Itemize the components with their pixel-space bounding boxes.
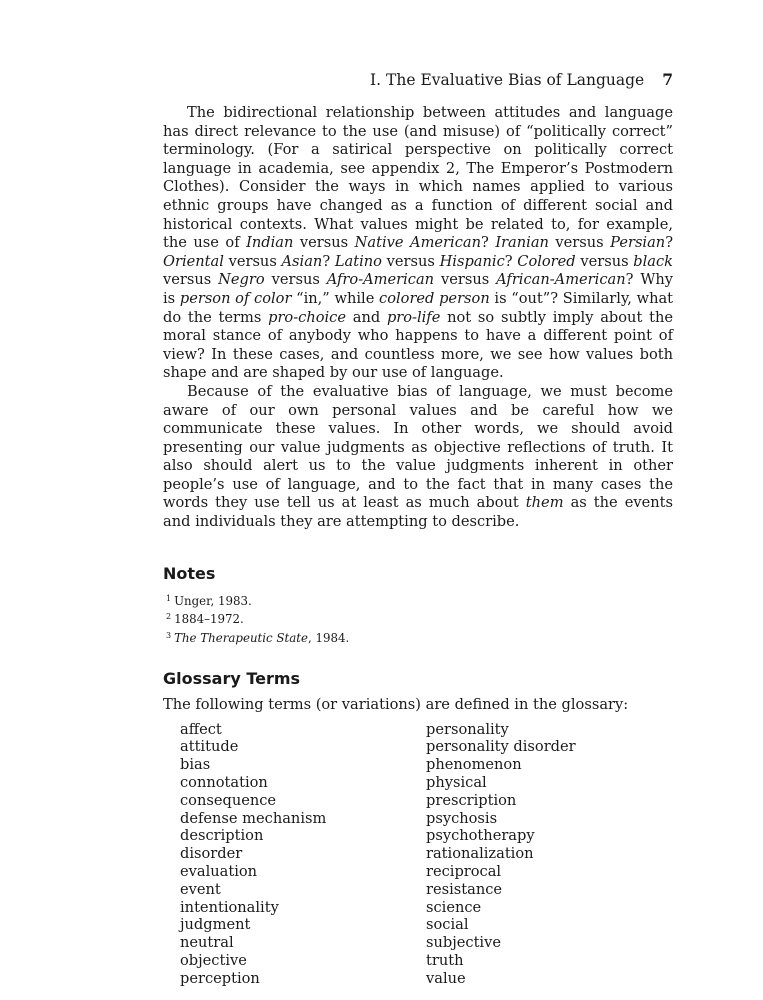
glossary-term: objective	[180, 952, 247, 969]
italic-text: Oriental	[163, 252, 224, 270]
glossary-term: personality disorder	[426, 738, 576, 756]
text-run: , 1984.	[308, 631, 350, 646]
italic-text: pro-life	[386, 308, 441, 326]
text-run: and	[345, 308, 387, 326]
glossary-term: value	[426, 969, 466, 987]
italic-text: The Therapeutic State	[174, 631, 308, 646]
note-item	[166, 609, 673, 628]
running-head-title: I. The Evaluative Bias of Language	[370, 71, 645, 89]
text-run: as the events and individuals they are attempting to describe.	[163, 494, 673, 531]
italic-text: Hispanic	[439, 252, 505, 270]
glossary-term: subjective	[426, 934, 501, 952]
note-number: 1	[166, 593, 172, 603]
glossary-term: resistance	[426, 880, 503, 898]
glossary-term: truth	[426, 952, 464, 969]
italic-text: black	[633, 252, 674, 270]
italic-text: Indian	[246, 234, 294, 252]
italic-text: Negro	[218, 271, 265, 289]
note-item	[166, 591, 673, 610]
note-number: 2	[166, 612, 172, 622]
glossary-term: event	[180, 880, 221, 898]
glossary-term: defense mechanism	[180, 809, 327, 827]
text-run: versus	[381, 252, 440, 270]
text-run: versus	[223, 252, 282, 270]
glossary-intro: The following terms (or variations) are defined in the glossary:	[163, 696, 629, 714]
glossary-term: social	[426, 916, 469, 934]
glossary-term: science	[426, 898, 482, 916]
glossary-term: consequence	[180, 791, 277, 809]
italic-text: Native American	[354, 234, 481, 252]
italic-text: Afro-American	[326, 271, 435, 289]
glossary-term: phenomenon	[426, 756, 522, 774]
text-run: ?	[504, 252, 518, 270]
page-number: 7	[662, 70, 673, 89]
glossary-term: personality	[426, 720, 509, 738]
italic-text: African-American	[496, 271, 626, 289]
text-run: versus	[163, 271, 219, 289]
glossary-term: psychotherapy	[426, 827, 535, 845]
glossary-term: attitude	[180, 738, 239, 756]
italic-text: person of color	[179, 289, 292, 307]
glossary-term: psychosis	[426, 809, 498, 827]
text-run: The bidirectional relationship between attitudes and language has direct relevance to the use (and misuse) of “politically correct” terminology. (For a satirical perspective on politically correct language in academia, see appendix 2, The Emperor’s Postmodern Clothes). Consider the ways in which names applied to various ethnic groups have changed as a function of different social and historical contexts. What values might be related to, for example, the use of	[163, 104, 673, 252]
body-text	[163, 104, 673, 532]
glossary-term: physical	[426, 774, 487, 792]
glossary-term: intentionality	[180, 898, 279, 916]
text-run: versus	[575, 252, 634, 270]
text-run: “in,” while	[291, 289, 380, 307]
text-run: Because of the evaluative bias of language, we must become aware of our own personal values and be careful how we communicate these values. In other words, we should avoid presenting our value judgments as objective reflections of truth. It also should alert us to the value judgments inherent in other people’s use of language, and to the fact that in many cases the words they use tell us at least as much about	[163, 382, 673, 512]
italic-text: Iranian	[495, 234, 549, 252]
text-run: ?	[322, 252, 335, 270]
notes-list	[163, 591, 673, 647]
glossary-term: reciprocal	[426, 863, 502, 881]
note-item	[166, 628, 673, 647]
text-run: versus	[264, 271, 327, 289]
glossary-heading: Glossary Terms	[163, 669, 301, 689]
italic-text: colored person	[379, 289, 490, 307]
text-run: versus	[293, 234, 355, 252]
notes-heading: Notes	[163, 563, 216, 583]
text-run: Unger, 1983.	[174, 593, 252, 608]
glossary-column-left	[180, 721, 426, 988]
glossary-term: affect	[180, 720, 222, 738]
glossary-term: perception	[180, 969, 260, 987]
italic-text: Latino	[334, 252, 382, 270]
italic-text: Colored	[517, 252, 576, 270]
running-head	[163, 70, 673, 89]
glossary-terms	[180, 721, 673, 988]
body-paragraph	[163, 383, 673, 532]
glossary-term: judgment	[180, 916, 251, 934]
text-run: versus	[548, 234, 611, 252]
glossary-term: description	[180, 827, 264, 845]
text-run: ?	[665, 234, 674, 252]
text-run: 1884–1972.	[174, 612, 244, 627]
glossary-term: evaluation	[180, 863, 258, 881]
glossary-term: connotation	[180, 774, 268, 792]
glossary-term: prescription	[426, 791, 517, 809]
glossary-term: disorder	[180, 845, 243, 863]
page-content	[163, 104, 673, 988]
text-run: is “out”? Similarly, what do the terms	[163, 289, 674, 326]
note-number: 3	[166, 631, 172, 641]
glossary-term: rationalization	[426, 845, 534, 863]
glossary-term: bias	[180, 756, 211, 774]
text-run: ?	[480, 234, 496, 252]
glossary-term: neutral	[180, 934, 234, 952]
text-run: not so subtly imply about the moral stance of anybody who happens to have a different point of view? In these cases, and countless more, we see how values both shape and are shaped by our use of language.	[163, 308, 673, 382]
text-run: ? Why is	[163, 271, 673, 307]
body-paragraph	[163, 104, 673, 383]
glossary-column-right	[426, 721, 672, 988]
italic-text: Asian	[281, 252, 323, 270]
italic-text: Persian	[610, 234, 666, 252]
text-run: versus	[434, 271, 497, 289]
italic-text: them	[525, 494, 564, 512]
italic-text: pro-choice	[268, 308, 346, 326]
